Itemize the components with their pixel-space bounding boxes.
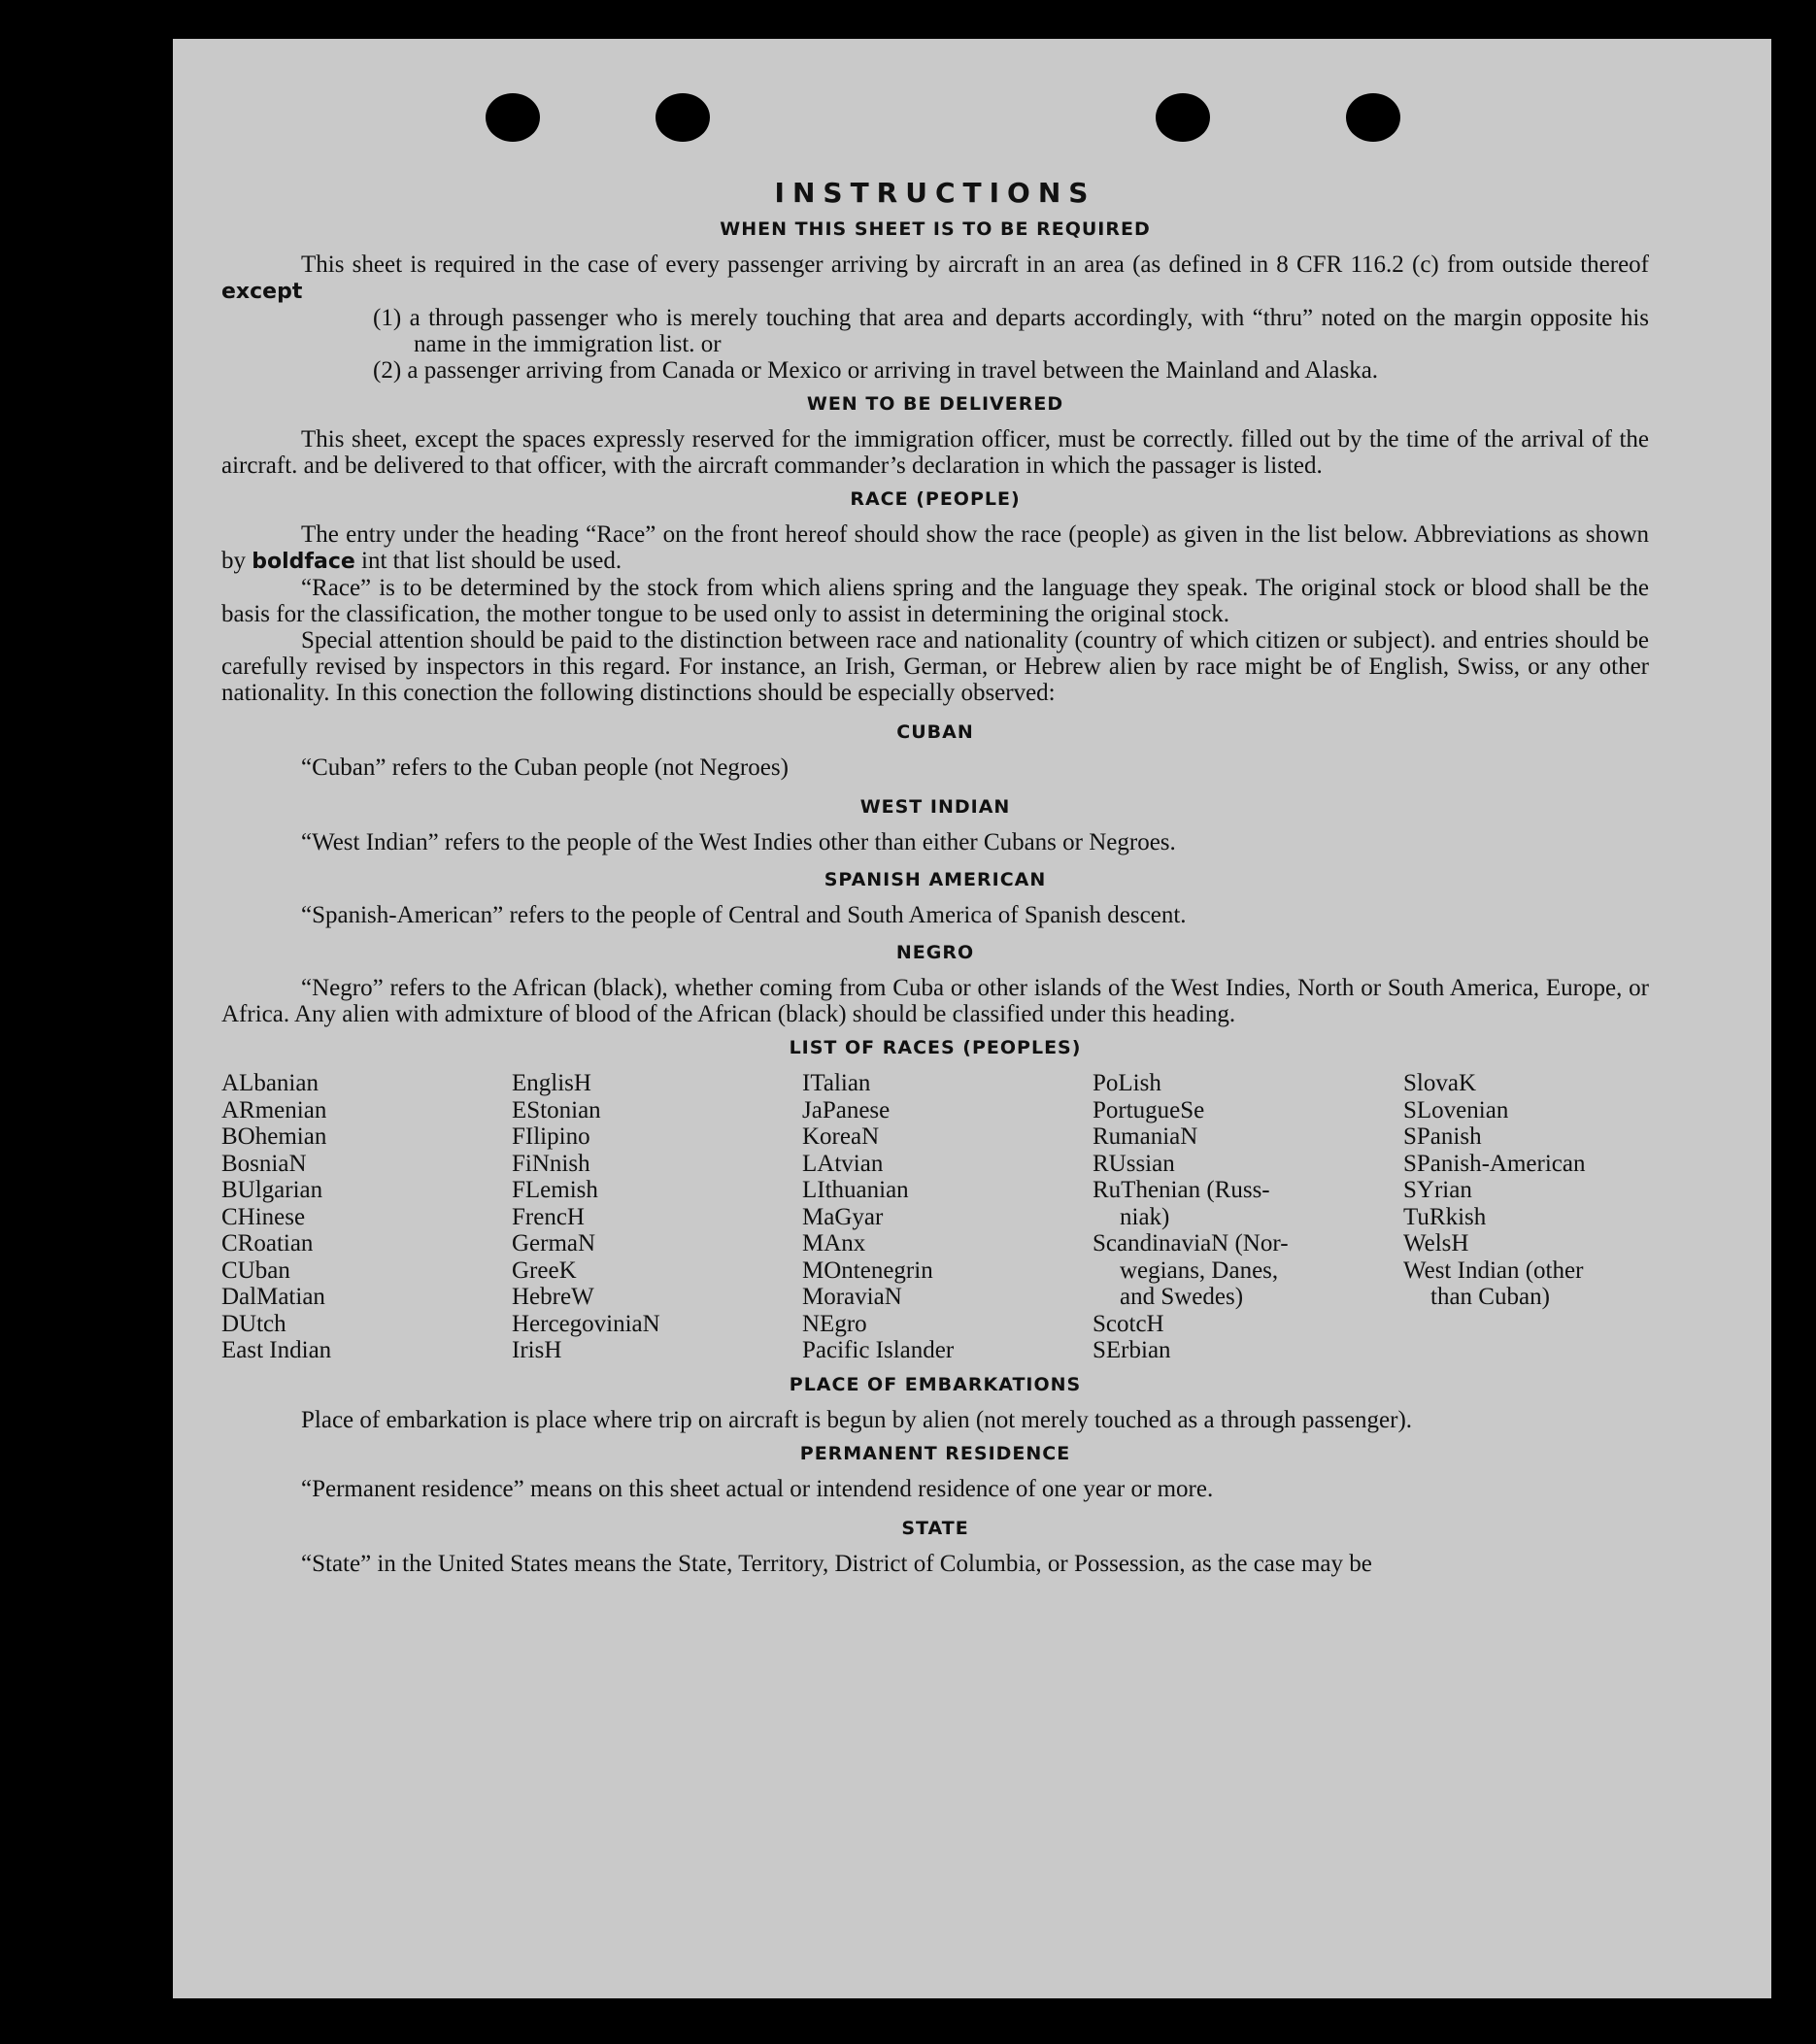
races-list xyxy=(221,1070,1649,1364)
paragraph: “West Indian” refers to the people of the West Indies other than either Cubans or Negroes. xyxy=(301,829,1176,855)
section-heading: RACE (PEOPLE) xyxy=(850,488,1021,510)
race-entry: CRoatian xyxy=(221,1230,314,1257)
race-entry: MOntenegrin xyxy=(802,1257,933,1284)
section-heading: PERMANENT RESIDENCE xyxy=(799,1442,1071,1464)
section-heading: LIST OF RACES (PEOPLES) xyxy=(789,1037,1082,1058)
race-entry: IrisH xyxy=(512,1337,562,1363)
list-item: (1) a through passenger who is merely touching that area and departs accordingly, with “thru” noted on the margin opposite his name in the immigration list. or xyxy=(373,305,1649,357)
document-page xyxy=(173,39,1771,1998)
races-column xyxy=(1403,1070,1649,1364)
punch-hole xyxy=(1346,93,1400,142)
race-entry: PoLish xyxy=(1093,1070,1161,1096)
race-entry: MoraviaN xyxy=(802,1284,902,1310)
paragraph: “Cuban” refers to the Cuban people (not Negroes) xyxy=(301,754,789,781)
race-entry: FIlipino xyxy=(512,1123,590,1150)
race-entry: CHinese xyxy=(221,1203,306,1230)
race-entry: RUssian xyxy=(1093,1150,1175,1177)
races-column xyxy=(1093,1070,1403,1364)
race-entry: West Indian (other xyxy=(1403,1257,1584,1284)
race-entry: DUtch xyxy=(221,1310,286,1337)
section-heading: WEN TO BE DELIVERED xyxy=(806,393,1064,415)
race-entry: JaPanese xyxy=(802,1096,891,1123)
race-entry: East Indian xyxy=(221,1337,332,1363)
page-title: INSTRUCTIONS xyxy=(774,177,1096,209)
section-heading: WEST INDIAN xyxy=(859,796,1011,818)
race-entry: SPanish xyxy=(1403,1123,1482,1150)
paragraph: “Race” is to be determined by the stock from which aliens spring and the language they speak. The original stock or blood shall be the basis for the classification, the mother tongue to be used only to assist in determining the original stock. xyxy=(221,575,1649,627)
paragraph: “Spanish-American” refers to the people of Central and South America of Spanish descent. xyxy=(301,902,1187,928)
paragraph: “Permanent residence” means on this sheet actual or intendend residence of one year or more. xyxy=(301,1475,1214,1502)
race-entry: HercegoviniaN xyxy=(512,1310,660,1337)
race-entry: FLemish xyxy=(512,1177,598,1203)
punch-hole xyxy=(1156,93,1210,142)
race-entry: GermaN xyxy=(512,1230,596,1257)
race-entry: DalMatian xyxy=(221,1284,325,1310)
paragraph: The entry under the heading “Race” on the front hereof should show the race (people) as given in the list below. Abbreviations as shown by boldface int that list should be used. xyxy=(221,521,1649,574)
race-entry: WelsH xyxy=(1403,1230,1469,1257)
race-entry: SLovenian xyxy=(1403,1096,1509,1123)
paragraph: “State” in the United States means the State, Territory, District of Columbia, or Possession, as the case may be xyxy=(301,1550,1372,1577)
section-heading: NEGRO xyxy=(895,942,975,963)
race-entry: ScotcH xyxy=(1093,1310,1164,1337)
race-entry: Pacific Islander xyxy=(802,1337,955,1363)
race-entry: HebreW xyxy=(512,1284,594,1310)
section-heading: STATE xyxy=(901,1517,969,1539)
race-entry: wegians, Danes, xyxy=(1120,1257,1279,1284)
race-entry: BOhemian xyxy=(221,1123,327,1150)
race-entry: SlovaK xyxy=(1403,1070,1476,1096)
races-column xyxy=(512,1070,802,1364)
list-item: (2) a passenger arriving from Canada or Mexico or arriving in travel between the Mainland and Alaska. xyxy=(373,357,1379,384)
race-entry: MaGyar xyxy=(802,1203,884,1230)
section-heading: SPANISH AMERICAN xyxy=(824,869,1047,890)
paragraph: Place of embarkation is place where trip on aircraft is begun by alien (not merely touched as a through passenger). xyxy=(301,1406,1413,1433)
punch-hole xyxy=(656,93,710,142)
race-entry: SErbian xyxy=(1093,1337,1171,1363)
race-entry: KoreaN xyxy=(802,1123,880,1150)
races-column xyxy=(802,1070,1093,1364)
punch-hole xyxy=(486,93,540,142)
race-entry: FiNnish xyxy=(512,1150,590,1177)
paragraph: This sheet, except the spaces expressly reserved for the immigration officer, must be correctly. filled out by the time of the arrival of the aircraft. and be delivered to that officer, with the aircraft commander’s declaration in which the passager is listed. xyxy=(221,426,1649,479)
race-entry: SPanish-American xyxy=(1403,1150,1586,1177)
race-entry: SYrian xyxy=(1403,1177,1472,1203)
section-heading: CUBAN xyxy=(896,721,974,743)
race-entry: LIthuanian xyxy=(802,1177,909,1203)
section-heading: PLACE OF EMBARKATIONS xyxy=(789,1373,1082,1395)
instructions-body xyxy=(221,177,1649,1577)
race-entry: and Swedes) xyxy=(1120,1284,1244,1310)
race-entry: MAnx xyxy=(802,1230,866,1257)
race-entry: ScandinaviaN (Nor- xyxy=(1093,1230,1289,1257)
race-entry: BosniaN xyxy=(221,1150,307,1177)
race-entry: BUlgarian xyxy=(221,1177,323,1203)
paragraph: This sheet is required in the case of every passenger arriving by aircraft in an area (as defined in 8 CFR 116.2 (c) from outside thereof except xyxy=(221,251,1649,304)
race-entry: RumaniaN xyxy=(1093,1123,1198,1150)
race-entry: ITalian xyxy=(802,1070,871,1096)
section-heading: WHEN THIS SHEET IS TO BE REQUIRED xyxy=(720,218,1151,240)
race-entry: LAtvian xyxy=(802,1150,884,1177)
race-entry: RuThenian (Russ- xyxy=(1093,1177,1270,1203)
race-entry: GreeK xyxy=(512,1257,577,1284)
race-entry: ALbanian xyxy=(221,1070,319,1096)
race-entry: FrencH xyxy=(512,1203,585,1230)
paragraph: “Negro” refers to the African (black), whether coming from Cuba or other islands of the West Indies, North or South America, Europe, or Africa. Any alien with admixture of blood of the African (black) should be classified under this heading. xyxy=(221,975,1649,1027)
race-entry: EStonian xyxy=(512,1096,601,1123)
race-entry: PortugueSe xyxy=(1093,1096,1205,1123)
race-entry: than Cuban) xyxy=(1430,1284,1550,1310)
race-entry: EnglisH xyxy=(512,1070,591,1096)
race-entry: CUban xyxy=(221,1257,290,1284)
race-entry: TuRkish xyxy=(1403,1203,1487,1230)
race-entry: NEgro xyxy=(802,1310,867,1337)
paragraph: Special attention should be paid to the distinction between race and nationality (country of which citizen or subject). and entries should be carefully revised by inspectors in this regard. For instance, an Irish, German, or Hebrew alien by race might be of English, Swiss, or any other nationality. In this conection the following distinctions should be especially observed: xyxy=(221,627,1649,706)
races-column xyxy=(221,1070,512,1364)
race-entry: niak) xyxy=(1120,1203,1170,1230)
race-entry: ARmenian xyxy=(221,1096,327,1123)
